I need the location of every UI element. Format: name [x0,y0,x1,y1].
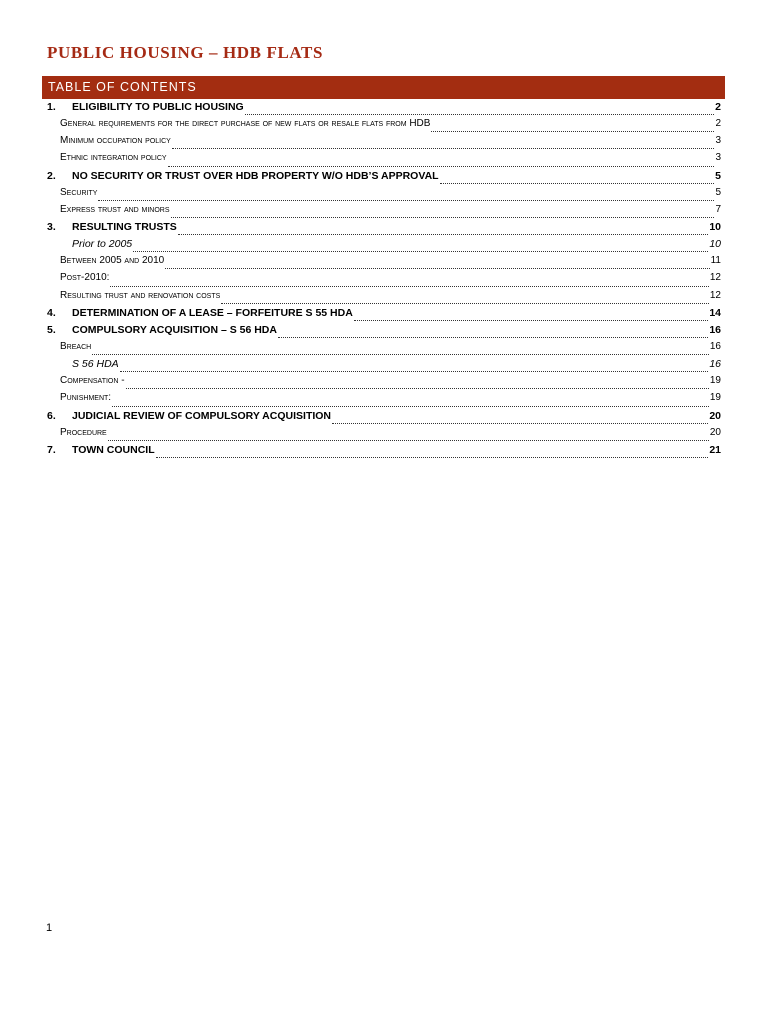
toc-entry-label: ELIGIBILITY TO PUBLIC HOUSING [72,101,244,113]
toc-entry-page: 14 [709,306,721,319]
dot-leader [112,406,709,407]
dot-leader [98,200,714,201]
toc-entry[interactable] [47,290,721,307]
dot-leader [120,371,709,372]
dot-leader [178,234,709,235]
toc-entry[interactable] [47,324,721,341]
toc-entry-page: 2 [715,118,721,130]
toc-entry[interactable] [47,187,721,204]
toc-entry-page: 3 [715,152,721,164]
page-number: 1 [46,922,53,934]
document-title: PUBLIC HOUSING – HDB FLATS [47,43,323,62]
dot-leader [245,114,714,115]
toc-entry-page: 20 [709,426,721,438]
toc-entry-label: Between 2005 and 2010 [60,255,165,267]
toc-entry[interactable] [47,255,721,272]
toc-entry-label: DETERMINATION OF A LEASE – FORFEITURE S 55 HDA [72,306,353,319]
toc-entry-number: 4. [47,306,56,319]
toc-entry-label: JUDICIAL REVIEW OF COMPULSORY ACQUISITION [72,409,332,422]
toc-entry[interactable] [47,152,721,169]
toc-entry-label: Minimum occupation policy [60,135,171,147]
dot-leader [92,354,709,355]
toc-entry-page: 7 [715,203,721,215]
toc-entry-page: 16 [709,323,721,336]
dot-leader [278,337,708,338]
toc-entry-page: 11 [710,255,721,267]
toc-entry-label: COMPULSORY ACQUISITION – S 56 HDA [72,323,277,336]
toc-entry-page: 10 [709,220,721,233]
toc-entry-label: Punishment: [60,392,112,404]
toc-entry-page: 19 [709,392,721,404]
toc-entry[interactable] [47,101,721,118]
toc-entry[interactable] [47,375,721,392]
dot-leader [171,217,715,218]
dot-leader [133,251,708,252]
toc-entry-number: 2. [47,169,56,182]
toc-entry[interactable] [47,410,721,427]
toc-entry-page: 10 [709,238,721,251]
toc-entry-label: NO SECURITY OR TRUST OVER HDB PROPERTY W/O HDB’S APPROVAL [72,169,439,182]
toc-entry-page: 5 [715,169,721,182]
toc-entry-label: Compensation - [60,375,125,387]
toc-entry[interactable] [47,118,721,135]
toc-entry-label: General requirements for the direct purchase of new flats or resale flats from HDB [60,118,431,130]
toc-entry-label: Security [60,186,98,198]
toc-entry[interactable] [47,392,721,409]
dot-leader [168,166,715,167]
dot-leader [440,183,715,184]
toc-entry-label: Post-2010: [60,272,110,284]
toc-entry-page: 5 [715,186,721,198]
dot-leader [221,303,709,304]
toc-entry-page: 21 [709,443,721,456]
toc-entry-label: TOWN COUNCIL [72,443,155,456]
toc-entry-page: 12 [709,289,721,301]
toc-entry-page: 3 [715,135,721,147]
dot-leader [110,286,708,287]
toc-entry[interactable] [47,170,721,187]
dot-leader [172,148,715,149]
toc-entry[interactable] [47,444,721,461]
toc-entry-number: 7. [47,443,56,456]
toc-entry-number: 3. [47,220,56,233]
toc-entry[interactable] [47,204,721,221]
toc-entry-label: Procedure [60,426,107,438]
toc-entry[interactable] [47,427,721,444]
toc-entry-page: 16 [709,358,721,371]
toc-entry[interactable] [47,221,721,238]
dot-leader [156,457,709,458]
toc-entry-label: Express trust and minors [60,203,170,215]
toc-entry[interactable] [47,358,721,375]
toc-entry[interactable] [47,341,721,358]
toc-entry-page: 20 [709,409,721,422]
dot-leader [354,320,709,321]
toc-entry[interactable] [47,272,721,289]
toc-header: TABLE OF CONTENTS [42,76,725,99]
toc-entry-label: Ethnic integration policy [60,152,167,164]
toc-entry[interactable] [47,238,721,255]
toc-entry[interactable] [47,307,721,324]
toc-entry-number: 6. [47,409,56,422]
dot-leader [165,268,709,269]
toc-entry-label: Breach [60,340,92,352]
toc-entry-page: 2 [715,101,721,113]
toc-entry-page: 16 [709,340,721,352]
toc-entry-number: 1. [47,101,56,113]
toc-entry-label: RESULTING TRUSTS [72,220,177,233]
dot-leader [126,388,709,389]
toc-entry-label: S 56 HDA [72,358,119,371]
table-of-contents [47,101,721,461]
toc-entry-number: 5. [47,323,56,336]
toc-entry-label: Prior to 2005 [72,238,133,251]
dot-leader [108,440,709,441]
toc-entry[interactable] [47,135,721,152]
toc-entry-page: 12 [709,272,721,284]
dot-leader [332,423,708,424]
toc-entry-label: Resulting trust and renovation costs [60,289,221,301]
dot-leader [431,131,714,132]
toc-entry-page: 19 [709,375,721,387]
